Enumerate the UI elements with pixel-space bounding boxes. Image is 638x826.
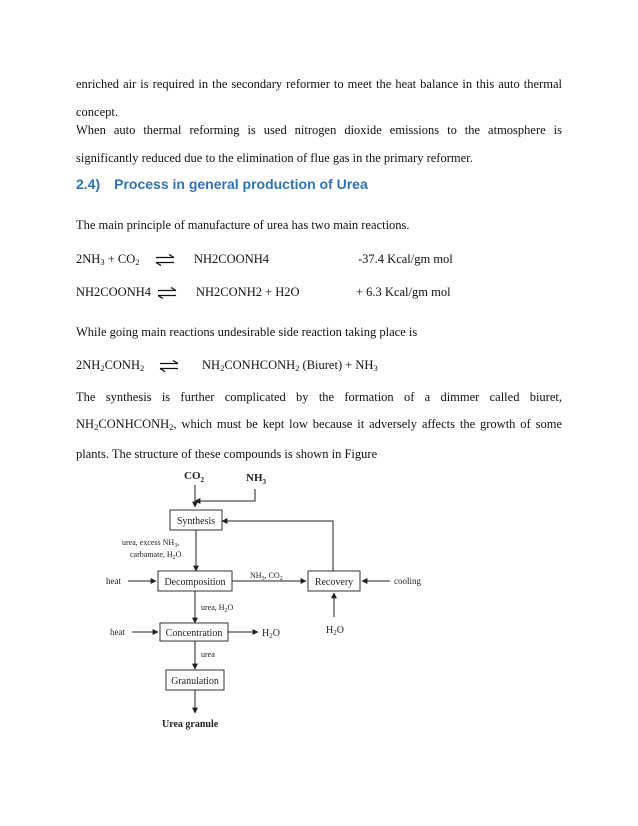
reaction-2-product: NH2CONH2 + H2O (196, 285, 300, 299)
cooling-label: cooling (394, 576, 421, 586)
equilibrium-arrows-icon (156, 287, 178, 299)
nh3-feed-arrow (195, 489, 255, 501)
h2o-out-label: $H_2O$ (262, 628, 280, 640)
reaction-2-energy: + 6.3 Kcal/gm mol (356, 285, 451, 299)
reaction-1-reactants: $2NH_3 + CO_2$ (76, 252, 140, 267)
reaction-1-product: NH2COONH4 (194, 252, 269, 266)
heat-label-1: heat (106, 576, 121, 586)
synthesis-paragraph: The synthesis is further complicated by the formation of a dimmer called biuret, $NH_2CONHCONH_2$, which must be kept low because it adversely affects the growth of some plants. The structure of these compounds is shown in Figure (76, 390, 562, 461)
intro-text: The main principle of manufacture of urea has two main reactions. (76, 218, 410, 232)
paragraph-2: When auto thermal reforming is used nitrogen dioxide emissions to the atmosphere is significantly reduced due to the elimination of flue gas in the primary reformer. (76, 123, 562, 165)
urea-excess-label: urea, excess $NH_3$, (122, 538, 180, 549)
granulation-label: Granulation (171, 676, 219, 687)
synthesis-label: Synthesis (176, 516, 216, 527)
heat-label-2: heat (110, 627, 125, 637)
paragraph-1: enriched air is required in the secondary reformer to meet the heat balance in this auto thermal concept. (76, 77, 562, 119)
equilibrium-arrows-icon (154, 254, 176, 266)
urea-granule-label: Urea granule (162, 719, 219, 730)
urea-process-flow-diagram (100, 465, 440, 735)
recycle-arrow (222, 521, 333, 575)
decomposition-label: Decomposition (164, 577, 226, 588)
section-title: Process in general production of Urea (114, 176, 368, 192)
urea-h2o-label: urea, $H_2O$ (201, 603, 234, 614)
urea-label: urea (201, 650, 215, 659)
side-reaction-intro: While going main reactions undesirable side reaction taking place is (76, 325, 418, 339)
reaction-2-reactant: NH2COONH4 (76, 285, 151, 299)
co2-input-label: $CO_2$ (184, 470, 204, 484)
nh3-co2-label: $NH_3$, $CO_2$ (250, 571, 283, 582)
side-reaction-reactant: $2NH_2CONH_2$ (76, 358, 145, 373)
recovery-label: Recovery (314, 577, 354, 588)
concentration-label: Concentration (165, 628, 223, 639)
nh3-input-label: $NH_3$ (246, 472, 266, 486)
section-heading (76, 176, 368, 192)
carbamate-label: carbamate, $H_2O$ (130, 550, 182, 561)
reaction-1-energy: -37.4 Kcal/gm mol (358, 252, 453, 266)
h2o-in-label: $H_2O$ (326, 625, 344, 637)
section-number: 2.4) (76, 176, 101, 192)
side-reaction-products: $NH_2CONHCONH_2$ (Biuret) + $NH_3$ (202, 358, 378, 373)
equilibrium-arrows-icon (158, 360, 180, 372)
